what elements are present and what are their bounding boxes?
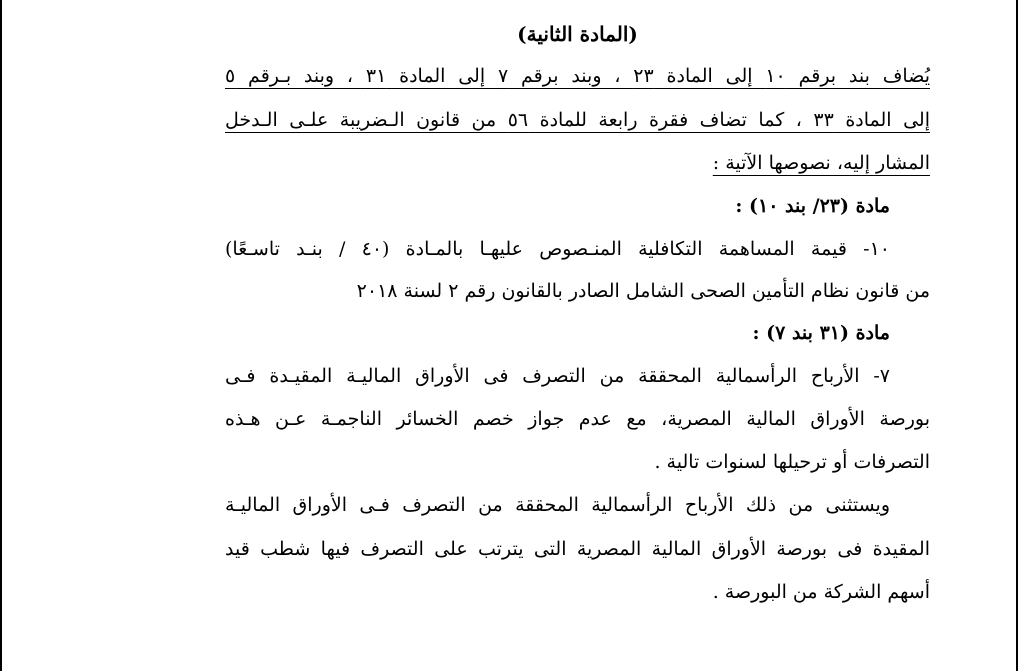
section-31-line-3: التصرفات أو ترحيلها لسنوات تالية . xyxy=(654,451,930,473)
exception-line-1: ويستثنى من ذلك الأرباح الرأسمالية المحققة من التصرف فـى الأوراق الماليـة xyxy=(225,494,890,516)
section-23-line-2: من قانون نظام التأمين الصحى الشامل الصادر بالقانون رقم ٢ لسنة ٢٠١٨ xyxy=(356,280,930,302)
intro-line-2: إلى المادة ٣٣ ، كما تضاف فقرة رابعة للمادة ٥٦ من قانون الـضريبة علـى الـدخل xyxy=(225,109,930,131)
page-left-border xyxy=(0,0,2,671)
section-23-line-1: ١٠- قيمة المساهمة التكافلية المنـصوص عليهـا بالمـادة (٤٠ / بنـد تاسـعًا) xyxy=(225,238,890,260)
exception-line-2: المقيدة فى بورصة الأوراق المالية المصرية التى يترتب على التصرف فيها شطب قيد xyxy=(225,538,930,560)
document-page xyxy=(225,0,930,671)
article-title: (المادة الثانية) xyxy=(517,22,638,46)
section-heading-31: مادة (٣١ بند ٧) : xyxy=(752,322,890,344)
section-heading-23: مادة (٢٣/ بند ١٠) : xyxy=(735,195,890,217)
section-31-line-2: بورصة الأوراق المالية المصرية، مع عدم جواز خصم الخسائر الناجمـة عـن هـذه xyxy=(225,408,930,430)
intro-line-3: المشار إليه، نصوصها الآتية : xyxy=(712,152,930,174)
exception-line-3: أسهم الشركة من البورصة . xyxy=(712,581,930,603)
section-31-line-1: ٧- الأرباح الرأسمالية المحققة من التصرف فى الأوراق الماليـة المقيـدة فـى xyxy=(225,365,890,387)
page-right-border xyxy=(1016,0,1018,671)
intro-line-1: يُضاف بند برقم ١٠ إلى المادة ٢٣ ، وبند برقم ٧ إلى المادة ٣١ ، وبند بـرقم ٥ xyxy=(225,65,930,87)
